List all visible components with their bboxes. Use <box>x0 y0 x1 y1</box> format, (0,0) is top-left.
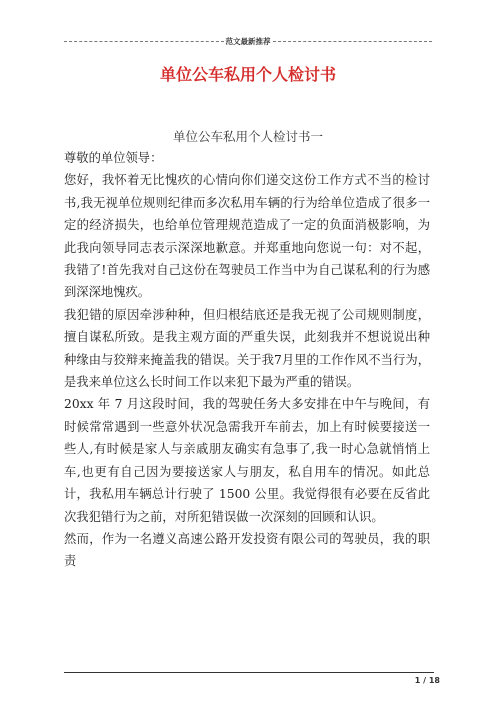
page-number: 1 / 18 <box>414 676 440 685</box>
paragraph: 我犯错的原因牵涉种种，但归根结底还是我无视了公司规则制度，擅自谋私所致。是我主观方面的严重失误，此刻我并不想说说出种种缘由与狡辩来掩盖我的错误。关于我7月里的工作作风不当行为，是我来单位这么长时间工作以来犯下最为严重的错误。 <box>64 307 430 390</box>
document-subtitle: 单位公车私用个人检讨书一 <box>172 129 323 144</box>
header-dash-right <box>273 41 433 42</box>
paragraph: 您好，我怀着无比愧疚的心情向你们递交这份工作方式不当的检讨书,我无视单位规则纪律而多次私用车辆的行为给单位造成了很多一定的经济损失，也给单位管理规范造成了一定的负面消极影响，为此我向领导同志表示深深地歉意。并郑重地向您说一句：对不起，我错了!首先我对自己这份在驾驶员工作当中为自己谋私利的行为感到深深地愧疚。 <box>64 173 430 300</box>
document-title: 单位公车私用个人检讨书 <box>159 65 336 84</box>
footer-rule <box>64 672 434 673</box>
paragraph: 然而，作为一名遵义高速公路开发投资有限公司的驾驶员，我的职责 <box>64 531 430 569</box>
page-header <box>64 36 432 47</box>
header-dash-left <box>64 41 224 42</box>
header-label: 范文最新推荐 <box>225 37 271 46</box>
document-body <box>64 147 430 573</box>
salutation: 尊敬的单位领导： <box>64 151 163 165</box>
paragraph: 20xx 年 7 月这段时间，我的驾驶任务大多安排在中午与晚间，有时候常常遇到一些意外状况急需我开车前去，加上有时候要接送一些人,有时候是家人与亲戚朋友确实有急事了,我一时心急就悄悄上车,也更有自己因为要接送家人与朋友，私自用车的情况。如此总计，我私用车辆总计行驶了 1500 公里。我觉得很有必要在反省此次我犯错行为之前，对所犯错误做一次深刻的回顾和认识。 <box>64 397 430 524</box>
